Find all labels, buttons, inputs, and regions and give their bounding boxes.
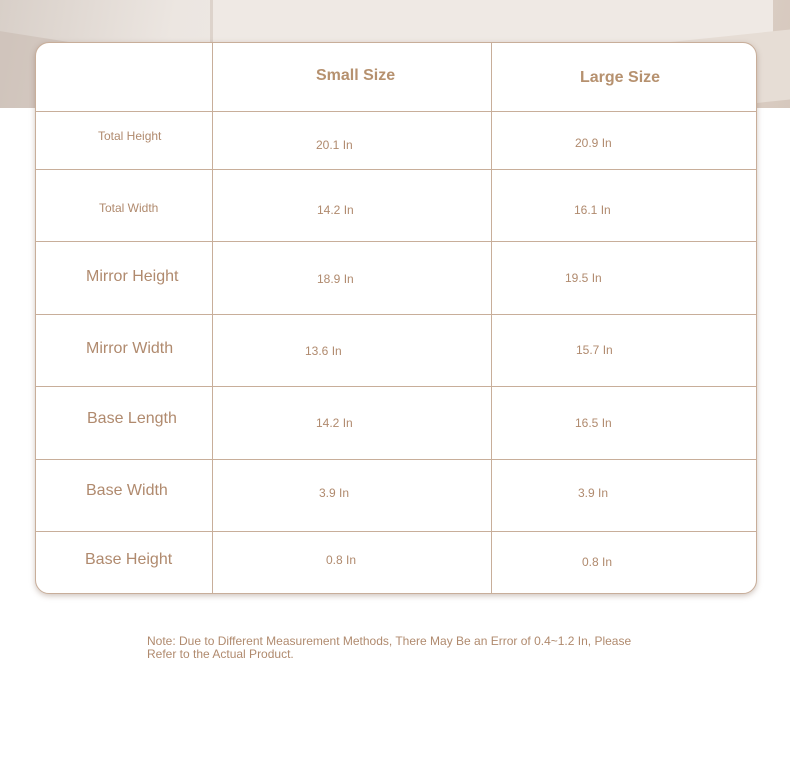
row-label-base-width: Base Width xyxy=(86,482,168,499)
large-total-height: 20.9 In xyxy=(575,136,612,150)
row-divider xyxy=(36,111,756,112)
small-mirror-height: 18.9 In xyxy=(317,272,354,286)
row-divider xyxy=(36,459,756,460)
large-base-length: 16.5 In xyxy=(575,416,612,430)
row-label-total-width: Total Width xyxy=(99,201,159,215)
column-divider xyxy=(212,43,213,593)
small-base-width: 3.9 In xyxy=(319,486,350,500)
row-divider xyxy=(36,241,756,242)
row-label-mirror-width: Mirror Width xyxy=(86,340,174,357)
large-base-width: 3.9 In xyxy=(578,486,609,500)
small-mirror-width: 13.6 In xyxy=(305,344,342,358)
row-divider xyxy=(36,314,756,315)
row-divider xyxy=(36,169,756,170)
row-label-base-height: Base Height xyxy=(85,551,173,568)
row-divider xyxy=(36,531,756,532)
row-label-base-length: Base Length xyxy=(87,410,177,427)
row-divider xyxy=(36,386,756,387)
measurement-note: Note: Due to Different Measurement Methods, There May Be an Error of 0.4~1.2 In, Please Refer to the Actual Product. xyxy=(147,634,632,661)
header-large-size: Large Size xyxy=(580,69,661,86)
row-label-mirror-height: Mirror Height xyxy=(86,268,179,285)
small-base-height: 0.8 In xyxy=(326,553,357,567)
large-mirror-height: 19.5 In xyxy=(565,271,602,285)
row-label-total-height: Total Height xyxy=(98,129,162,143)
column-divider xyxy=(491,43,492,593)
large-base-height: 0.8 In xyxy=(582,555,613,569)
small-total-height: 20.1 In xyxy=(316,138,353,152)
large-total-width: 16.1 In xyxy=(574,203,611,217)
small-base-length: 14.2 In xyxy=(316,416,353,430)
size-table xyxy=(35,42,757,594)
large-mirror-width: 15.7 In xyxy=(576,343,613,357)
header-small-size: Small Size xyxy=(316,67,396,84)
small-total-width: 14.2 In xyxy=(317,203,354,217)
